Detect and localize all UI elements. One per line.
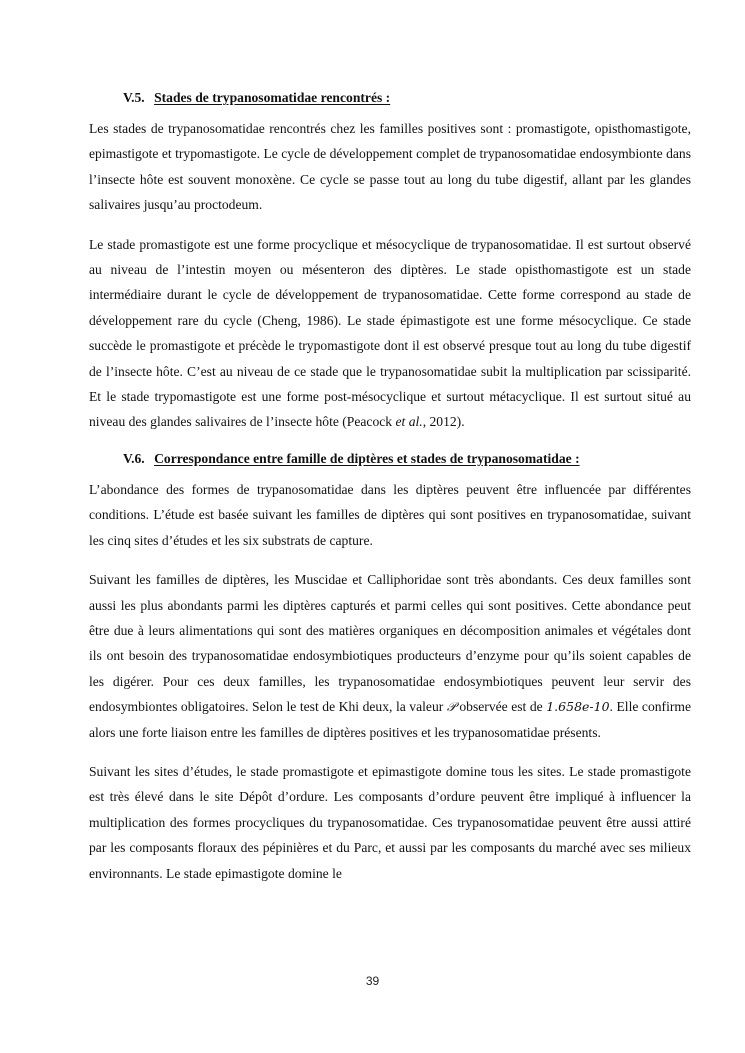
section-number: V.5. <box>123 90 145 105</box>
section-heading-v5 <box>89 88 691 108</box>
paragraph: Les stades de trypanosomatidae rencontrés chez les familles positives sont : promastigote, opisthomastigote, epimastigote et trypomastigote. Le cycle de développement complet de trypanosomatidae endosymbionte dans l’insecte hôte est souvent monoxène. Ce cycle se passe tout au long du tube digestif, allant par les glandes salivaires jusqu’au proctodeum. <box>89 121 691 213</box>
paragraph-text: Le stade promastigote est une forme procyclique et mésocyclique de trypanosomatidae. Il est surtout observé au niveau de l’intestin moyen ou mésenteron des diptères. Le stade opisthomastigote est un stade intermédiaire durant le cycle de développement de trypanosomatidae. Cette forme correspond au stade de développement rare du cycle (Cheng, 1986). Le stade épimastigote est une forme mésocyclique. Ce stade succède le promastigote et précède le trypomastigote dont il est observé presque tout au long du tube digestif de l’insecte hôte. C’est au niveau de ce stade que le trypanosomatidae subit la multiplication par scissiparité. Et le stade trypomastigote est une forme post-mésocyclique et surtout métacyclique. Il est surtout situé au niveau des glandes salivaires de l’insecte hôte (Peacock <box>89 236 691 430</box>
section-title: Correspondance entre famille de diptères et stades de trypanosomatidae : <box>154 450 580 466</box>
paragraph-text: Suivant les familles de diptères, les Muscidae et Calliphoridae sont très abondants. Ces deux familles sont aussi les plus abondants parmi les diptères capturés et parmi celles qui sont positives. Cette abondance peut être due à leurs alimentations qui sont des matières organiques en décomposition animales et végétales dont ils ont besoin des trypanosomatidae endosymbiotiques producteurs d’enzyme pour qu’ils soient capables de les digérer. Pour ces deux familles, les trypanosomatidae endosymbiotiques peuvent leur servir des endosymbiontes obligatoires. Selon le test de Khi deux, la valeur <box>89 572 691 715</box>
citation-etal: et al. <box>395 414 423 430</box>
section-heading-v6 <box>89 449 691 469</box>
page-number: 39 <box>365 974 380 988</box>
paragraph-text: observée est de <box>455 699 547 715</box>
p-value-number: 1.658e-10 <box>546 699 610 715</box>
paragraph <box>89 232 691 435</box>
paragraph: Suivant les sites d’études, le stade promastigote et epimastigote domine tous les sites. Le stade promastigote est très élevé dans le site Dépôt d’ordure. Les composants d’ordure peuvent être impliqué à influencer la multiplication des formes procycliques du trypanosomatidae. Ces trypanosomatidae peuvent être aussi attiré par les composants floraux des pépinières et du Parc, et aussi par les composants du marché avec ses milieux environnants. Le stade epimastigote domine le <box>89 763 691 881</box>
paragraph-text-end: , 2012). <box>422 414 465 430</box>
paragraph: L’abondance des formes de trypanosomatidae dans les diptères peuvent être influencée par différentes conditions. L’étude est basée suivant les familles de diptères qui sont positives en trypanosomatidae, suivant les cinq sites d’études et les six substrats de capture. <box>89 481 691 548</box>
document-page <box>89 88 691 900</box>
section-title: Stades de trypanosomatidae rencontrés : <box>154 90 391 105</box>
section-number: V.6. <box>123 450 145 466</box>
paragraph <box>89 567 691 745</box>
p-value-symbol: 𝒫 <box>446 699 456 715</box>
paragraph-text-end: . Elle confirme alors une forte liaison entre les familles de diptères positives et les trypanosomatidae présents. <box>89 699 691 740</box>
